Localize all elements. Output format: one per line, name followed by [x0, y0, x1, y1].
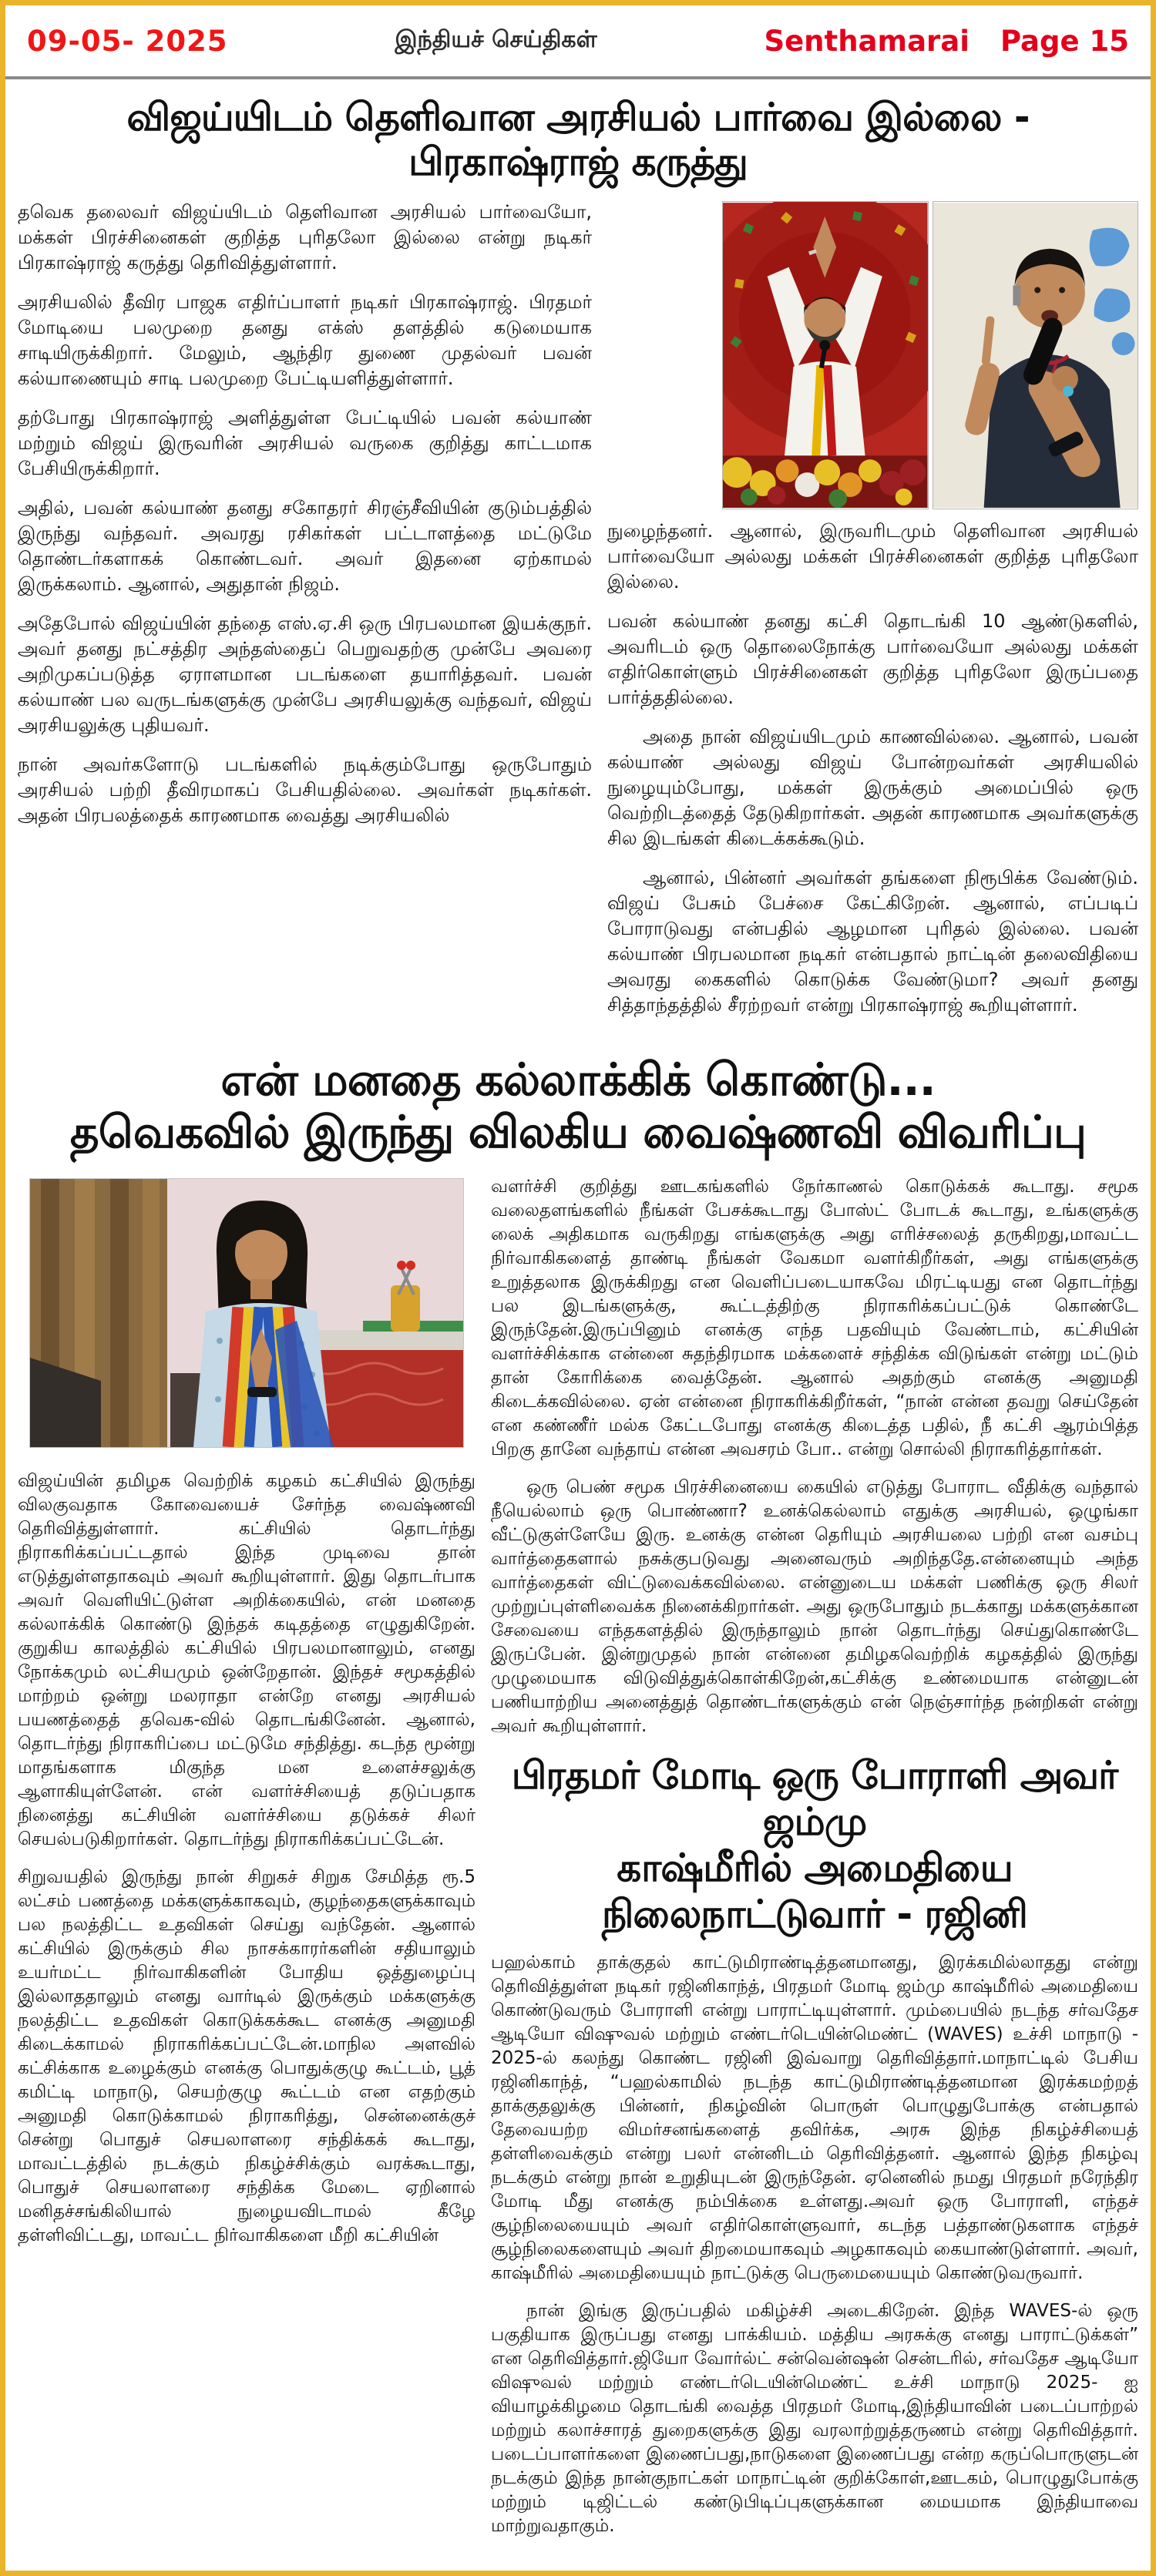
paragraph: பஹல்காம் தாக்குதல் காட்டுமிராண்டித்தனமானது, இரக்கமில்லாதது என்று தெரிவித்துள்ள நடிகர் ரஜினிகாந்த், பிரதமர் மோடி ஜம்மு காஷ்மீரில் அமைதியை கொண்டுவரும் போராளி என்று பாராட்டியுள்ளார். மும்பையில் நடந்த சர்வதேச ஆடியோ விஷுவல் மற்றும் எண்டர்டெயின்மெண்ட் (WAVES) உச்சி மாநாடு - 2025-ல் கலந்து கொண்ட ரஜினி இவ்வாறு தெரிவித்தார்.மாநாட்டில் பேசிய ரஜினிகாந்த், “பஹல்காமில் நடந்த காட்டுமிராண்டித்தனமான இரக்கமற்றத் தாக்குதலுக்கு பின்னர், நிகழ்வின் பொருள் பொழுதுபோக்கு என்பதால் தேவையற்ற விமர்சனங்களைத் தவிர்க்க, அரசு இந்த நிகழ்ச்சியைத் தள்ளிவைக்கும் என்று பலர் என்னிடம் தெரிவித்தனர். ஆனால் இந்த நிகழ்வு நடக்கும் என்று நான் உறுதியுடன் இருந்தேன். ஏனெனில் நமது பிரதமர் நரேந்திர மோடி மீது எனக்கு நம்பிக்கை உள்ளது.அவர் ஒரு போராளி, எந்தச் சூழ்நிலையையும் அவர் எதிர்கொள்ளுவார், கடந்த பத்தாண்டுகளாக எந்தச் சூழ்நிலைகளையும் அவர் திறமையாகவும் அழகாகவும் கையாண்டுள்ளார். அவர், காஷ்மீரில் அமைதியையும் நாட்டுக்கு பெருமையையும் கொண்டுவருவார்.: [491, 1953, 1138, 2283]
prakash-raj-mic-photo: [933, 201, 1139, 509]
paragraph: அதேபோல் விஜய்யின் தந்தை எஸ்.ஏ.சி ஒரு பிரபலமான இயக்குநர். அவர் தனது நட்சத்திர அந்தஸ்தைப் பெறுவதற்கு முன்பே அவரை அறிமுகப்படுத்த ஏராளமான படங்களை தயாரித்தவர். பவன் கல்யாண் பல வருடங்களுக்கு முன்பே அரசியலுக்கு வந்தவர், விஜய் அரசியலுக்கு புதியவர்.: [18, 613, 592, 736]
page-content: [5, 79, 1151, 2571]
paragraph: நான் அவர்களோடு படங்களில் நடிக்கும்போது ஒருபோதும் அரசியல் பற்றி தீவிரமாகப் பேசியதில்லை. அவர்கள் நடிகர்கள். அதன் பிரபலத்தைக் காரணமாக வைத்து அரசியலில்: [18, 754, 592, 826]
article2-headline: [18, 1053, 1138, 1158]
paragraph: ஆனால், பின்னர் அவர்கள் தங்களை நிரூபிக்க வேண்டும். விஜய் பேசும் பேச்சை கேட்கிறேன். ஆனால், எப்படிப் போராடுவது என்பதில் ஆழமான புரிதல் இல்லை. பவன் கல்யாண் பிரபலமான நடிகர் என்பதால் நாட்டின் தலைவிதியை அவரது கைகளில் கொடுக்க வேண்டுமா? அவர் தனது சித்தாந்தத்தில் சீரற்றவர் என்று பிரகாஷ்ராஜ் கூறியுள்ளார்.: [607, 867, 1138, 1016]
article2-right-column: [491, 1175, 1138, 2552]
lower-section: [18, 1175, 1138, 2552]
article2-headline-line1: என் மனதை கல்லாக்கிக் கொண்டு...: [220, 1053, 936, 1106]
vaishnavi-statement-photo: [29, 1178, 464, 1448]
paragraph: ஒரு பெண் சமூக பிரச்சினையை கையில் எடுத்து போராட வீதிக்கு வந்தால் நீயெல்லாம் ஒரு பொண்ணா? உனக்கெல்லாம் எதுக்கு அரசியல், ஒழுங்கா வீட்டுகுள்ளேயே இரு. உனக்கு என்ன தெரியும் அரசியலை பற்றி என வசம்பு வார்த்தைகளால் நசுக்குபடுவது அனைவரும் அறிந்ததே.என்னையும் அந்த வார்த்தைகள் விட்டுவைக்கவில்லை. என்னுடைய மக்கள் பணிக்கு ஒரு சிலர் முற்றுப்புள்ளிவைக்க நினைக்கிறார்கள். அது ஒருபோதும் நடக்காது மக்களுக்கான சேவையை எந்தகளத்தில் இருந்தாலும் நான் தொடர்ந்து செய்துகொண்டே இருப்பேன். இன்றுமுதல் நான் என்னை தமிழகவெற்றிக் கழகத்தில் இருந்து முழுமையாக விடுவித்துக்கொள்கிறேன்,கட்சிக்கு உண்மையாக என்னுடன் பணியாற்றிய அனைத்துத் தொண்டர்களுக்கும் என் நெஞ்சார்ந்த நன்றிகள் என்று அவர் கூறியுள்ளார்.: [491, 1477, 1138, 1736]
paragraph: சிறுவயதில் இருந்து நான் சிறுகச் சிறுக சேமித்த ரூ.5 லட்சம் பணத்தை மக்களுக்காகவும், குழந்தைகளுக்காவும் பல நலத்திட்ட உதவிகள் செய்து வந்தேன். ஆனால் கட்சியில் இருக்கும் சில நாசக்காரர்களின் சதியாலும் உயர்மட்ட நிர்வாகிகளின் போதிய ஒத்துழைப்பு இல்லாததாலும் எனது வார்டில் இருக்கும் மக்களுக்கு நலத்திட்ட உதவிகள் கொடுக்கக்கூட எனக்கு அனுமதி கிடைக்காமல் நிராகரிக்கப்பட்டேன்.மாநில அளவில் கட்சிக்காக உழைக்கும் எனக்கு பொதுக்குழு கூட்டம், பூத் கமிட்டி மாநாடு, செயற்குழு கூட்டம் என எதற்கும் அனுமதி கொடுக்காமல் நிராகரித்து, சென்னைக்குச் சென்று பொதுச் செயலாளரை சந்திக்கக் கூடாது, மாவட்டத்தில் நடக்கும் நிகழ்ச்சிக்கும் வரக்கூடாது, பொதுச் செயலாளரை சந்திக்க மேடை ஏறினால் மனிதச்சங்கிலியால் நுழையவிடாமல் கீழே தள்ளிவிட்டது, மாவட்ட நிர்வாகிகளை மீறி கட்சியின்: [18, 1867, 476, 2245]
article3-headline-line2: காஷ்மீரில் அமைதியை நிலைநாட்டுவார் - ரஜினி: [602, 1846, 1027, 1936]
section-title: இந்தியச் செய்திகள்: [395, 25, 597, 53]
paragraph: விஜய்யின் தமிழக வெற்றிக் கழகம் கட்சியில் இருந்து விலகுவதாக கோவையைச் சேர்ந்த வைஷ்ணவி தெரிவித்துள்ளார். கட்சியில் தொடர்ந்து நிராகரிக்கப்பட்டதால் இந்த முடிவை தான் எடுத்துள்ளதாகவும் அவர் கூறியுள்ளார். இது தொடர்பாக அவர் வெளியிட்டுள்ள அறிக்கையில், என் மனதை கல்லாக்கிக் கொண்டு இந்தக் கடிதத்தை எழுதுகிறேன். குறுகிய காலத்தில் கட்சியில் பிரபலமானாலும், எனது நோக்கமும் லட்சியமும் ஒன்றேதான். இந்தச் சமூகத்தில் மாற்றம் ஒன்று மலராதா என்றே எனது அரசியல் பயணத்தைத் தவெக-வில் தொடங்கினேன். ஆனால், தொடர்ந்து நிராகரிப்பை மட்டுமே சந்தித்து. கடந்த மூன்று மாதங்களாக மிகுந்த மன உளைச்சலுக்கு ஆளாகியுள்ளேன். என் வளர்ச்சியைத் தடுப்பதாக நினைத்து கட்சியின் வளர்ச்சியை தடுக்கச் சிலர் செயல்படுகிறார்கள். தொடர்ந்து நிராகரிக்கப்பட்டேன்.: [18, 1471, 476, 1849]
article1-headline: விஜய்யிடம் தெளிவான அரசியல் பார்வை இல்லை - பிரகாஷ்ராஜ் கருத்து: [126, 95, 1030, 184]
curtain: [30, 1179, 167, 1447]
page-number: Page 15: [1000, 24, 1129, 58]
paragraph: தவெக தலைவர் விஜய்யிடம் தெளிவான அரசியல் பார்வையோ, மக்கள் பிரச்சினைகள் குறித்த புரிதலோ இல்லை என்று நடிகர் பிரகாஷ்ராஜ் கருத்து தெரிவித்துள்ளார்.: [18, 201, 592, 274]
paragraph: அதை நான் விஜய்யிடமும் காணவில்லை. ஆனால், பவன் கல்யாண் அல்லது விஜய் போன்றவர்கள் அரசியலில் நுழையும்போது, மக்கள் இருக்கும் அமைப்பில் ஒரு வெற்றிடத்தைத் தேடுகிறார்கள். அதன் காரணமாக அவர்களுக்கு சில இடங்கள் கிடைக்கக்கூடும்.: [607, 726, 1138, 849]
article1-left-column: [18, 200, 592, 1032]
article2-left-column: [18, 1175, 476, 2552]
paragraph: நுழைந்தனர். ஆனால், இருவரிடமும் தெளிவான அரசியல் பார்வையோ அல்லது மக்கள் பிரச்சினைகள் குறித்த புரிதலோ இல்லை.: [607, 520, 1138, 593]
page-header: [5, 5, 1151, 79]
article2-headline-line2: தவெகவில் இருந்து விலகிய வைஷ்ணவி விவரிப்பு: [69, 1106, 1087, 1158]
article1-photos: [722, 201, 1138, 509]
article-prakashraj-vijay: [18, 95, 1138, 1032]
paragraph: அரசியலில் தீவிர பாஜக எதிர்ப்பாளர் நடிகர் பிரகாஷ்ராஜ். பிரதமர் மோடியை பலமுறை தனது எக்ஸ் தளத்தில் கடுமையாக சாடியிருக்கிறார். மேலும், ஆந்திர துணை முதல்வர் பவன் கல்யாணையும் சாடி பலமுறை பேட்டியளித்துள்ளார்.: [18, 291, 592, 389]
article3-headline-line1: பிரதமர் மோடி ஒரு போராளி அவர் ஜம்மு: [511, 1753, 1118, 1844]
paragraph: நான் இங்கு இருப்பதில் மகிழ்ச்சி அடைகிறேன். இந்த WAVES-ல் ஒரு பகுதியாக இருப்பது எனது பாக்கியம். மத்திய அரசுக்கு எனது பாராட்டுக்கள்” என தெரிவித்தார்.ஜியோ வோர்ல்ட் சன்வென்ஷன் சென்டரில், சர்வதேச ஆடியோ விஷுவல் மற்றும் எண்டர்டெயின்மெண்ட் உச்சி மாநாடு 2025- ஐ வியாழக்கிழமை தொடங்கி வைத்த பிரதமர் மோடி,இந்தியாவின் படைப்பாற்றல் மற்றும் கலாச்சாரத் துறைகளுக்கு இது வரலாற்றுத்தருணம் என்று தெரிவித்தார். படைப்பாளர்களை இணைப்பது,நாடுகளை இணைப்பது என்ற கருப்பொருளுடன் நடக்கும் இந்த நான்குநாட்கள் மாநாட்டின் குறிக்கோள்,ஊடகம், பொழுதுபோக்கு மற்றும் டிஜிட்டல் கண்டுபிடிப்புகளுக்கான மையமாக இந்தியாவை மாற்றுவதாகும்.: [491, 2301, 1138, 2536]
issue-date: 09-05- 2025: [27, 24, 228, 58]
article1-body: [18, 200, 1138, 1032]
article3-headline: [491, 1752, 1138, 1937]
masthead: [764, 25, 1129, 58]
flower-garlands: [722, 455, 928, 508]
paragraph: வளர்ச்சி குறித்து ஊடகங்களில் நேர்காணல் கொடுக்கக் கூடாது. சமூக வலைதளங்களில் நீங்கள் பேசக்கூடாது போஸ்ட் போடக் கூடாது, உங்களுக்கு லைக் அதிகமாக வருகிறது எங்களுக்கு அது எரிச்சலைத் தருகிறது,மாவட்ட நிர்வாகிகளைத் தாண்டி நீங்கள் வேகமா வளர்கிறீர்கள், அது எங்களுக்கு உறுத்தலாக இருக்கிறது என வெளிப்படையாகவே மிரட்டியது என தொடர்ந்து பல இடங்களுக்கு, கூட்டத்திற்கு நிராகரிக்கப்பட்டுக் கொண்டே இருந்தேன்.இருப்பினும் எனக்கு எந்த பதவியும் வேண்டாம், கட்சியின் வளர்ச்சிக்காக என்னை சுதந்திரமாக மக்களைச் சந்திக்க விடுங்கள் என்று மட்டும் தான் கோரிக்கை வைத்தேன். ஆனால் அதற்கும் எனக்கு அனுமதி கிடைக்கவில்லை. ஏன் என்னை நிராகரிக்கிறீர்கள், “நான் என்ன தவறு செய்தேன் என கண்ணீர் மல்க கேட்டபோது எனக்கு கிடைத்த பதில், நீ கட்சி ஆரம்பித்த பிறகு தானே வந்தாய் என்ன அவசரம் போ.. என்று சொல்லி நிராகரித்தார்கள்.: [491, 1177, 1138, 1459]
article-rajini-modi: [491, 1752, 1138, 2538]
paragraph: அதில், பவன் கல்யாண் தனது சகோதரர் சிரஞ்சீவியின் குடும்பத்தில் இருந்து வந்தவர். அவரது ரசிகர்கள் பட்டாளத்தை மட்டுமே தொண்டர்களாகக் கொண்டவர். அவர் இதனை ஏற்காமல் இருக்கலாம். ஆனால், அதுதான் நிஜம்.: [18, 497, 592, 595]
paragraph: பவன் கல்யாண் தனது கட்சி தொடங்கி 10 ஆண்டுகளில், அவரிடம் ஒரு தொலைநோக்கு பார்வையோ அல்லது மக்கள் எதிர்கொள்ளும் பிரச்சினைகள் குறித்த புரிதலோ இருப்பதை பார்த்ததில்லை.: [607, 610, 1138, 708]
brand-name: Senthamarai: [764, 24, 969, 58]
article-vaishnavi-tvk: [18, 1053, 1138, 2552]
vijay-namaste-stage-photo: [722, 201, 929, 509]
article1-right-column: [607, 200, 1138, 1032]
paragraph: தற்போது பிரகாஷ்ராஜ் அளித்துள்ள பேட்டியில் பவன் கல்யாண் மற்றும் விஜய் இருவரின் அரசியல் வருகை குறித்து காட்டமாக பேசியிருக்கிறார்.: [18, 407, 592, 479]
